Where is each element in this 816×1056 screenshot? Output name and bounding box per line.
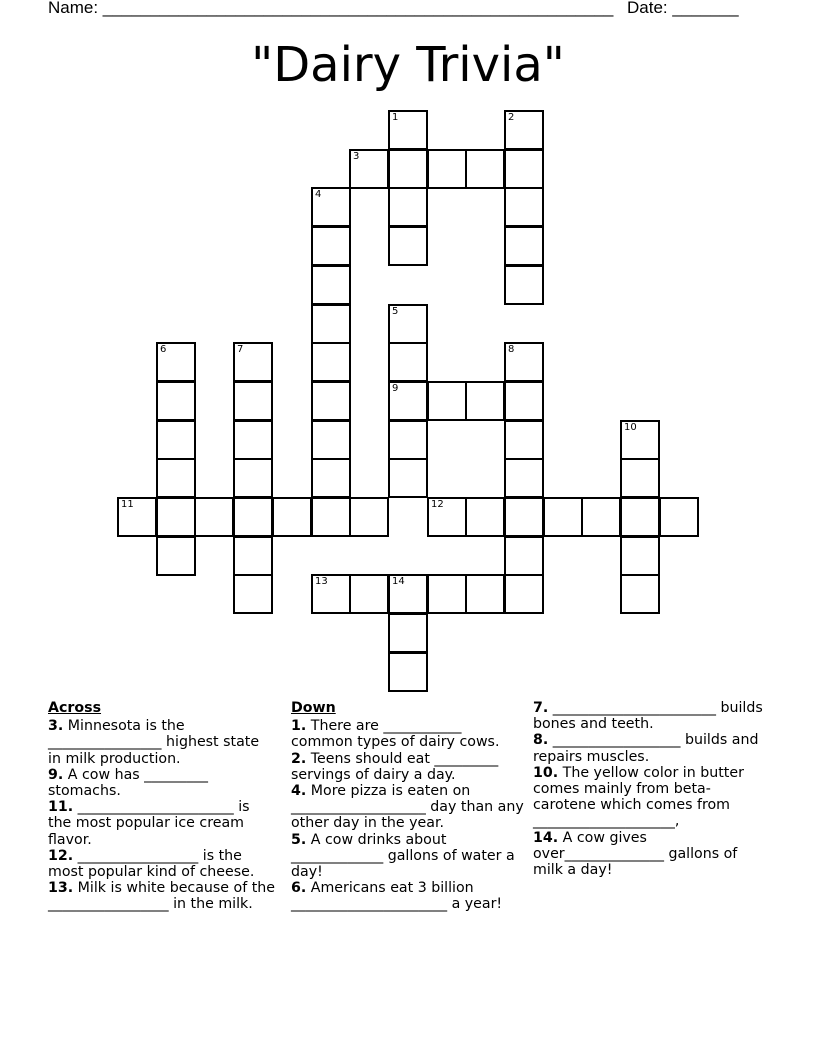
grid-cell[interactable]	[117, 497, 157, 537]
grid-cell[interactable]	[504, 381, 544, 421]
cell-number: 7	[237, 344, 244, 355]
grid-cell[interactable]	[504, 110, 544, 150]
grid-cell[interactable]	[311, 381, 351, 421]
grid-cell[interactable]	[543, 497, 583, 537]
grid-cell[interactable]	[272, 497, 312, 537]
grid-cell[interactable]	[465, 381, 505, 421]
grid-cell[interactable]	[349, 574, 389, 614]
clue-down-8: 8. __________________ builds and repairs muscles.	[533, 732, 759, 765]
grid-cell[interactable]	[156, 497, 196, 537]
grid-cell[interactable]	[311, 420, 351, 460]
grid-cell[interactable]	[504, 458, 544, 498]
down-clues	[291, 700, 525, 913]
grid-cell[interactable]	[388, 342, 428, 382]
cell-number: 14	[392, 576, 405, 587]
clue-down-2: 2. Teens should eat _________ servings of dairy a day.	[291, 750, 499, 783]
grid-cell[interactable]	[465, 497, 505, 537]
clue-across-12: 12. _________________ is the most popular kind of cheese.	[48, 847, 255, 881]
grid-cell[interactable]	[388, 613, 428, 653]
cell-number: 13	[315, 576, 328, 587]
grid-cell[interactable]	[388, 574, 428, 614]
grid-cell[interactable]	[620, 420, 660, 460]
grid-cell[interactable]	[388, 110, 428, 150]
grid-cell[interactable]	[311, 497, 351, 537]
cell-number: 8	[508, 344, 515, 355]
grid-cell[interactable]	[620, 458, 660, 498]
grid-cell[interactable]	[427, 381, 467, 421]
clue-down-1: 1. There are ___________ common types of dairy cows.	[291, 718, 500, 751]
grid-cell[interactable]	[427, 149, 467, 189]
grid-cell[interactable]	[311, 342, 351, 382]
clue-down-14: 14. A cow gives over______________ gallons of milk a day!	[533, 829, 738, 879]
grid-cell[interactable]	[427, 497, 467, 537]
grid-cell[interactable]	[349, 149, 389, 189]
grid-cell[interactable]	[388, 458, 428, 498]
grid-cell[interactable]	[388, 226, 428, 266]
cell-number: 11	[121, 499, 134, 510]
grid-cell[interactable]	[427, 574, 467, 614]
grid-cell[interactable]	[388, 187, 428, 227]
grid-cell[interactable]	[504, 149, 544, 189]
cell-number: 2	[508, 112, 515, 123]
grid-cell[interactable]	[504, 574, 544, 614]
grid-cell[interactable]	[156, 342, 196, 382]
across-heading: Across	[48, 700, 102, 716]
date-line: Date: _______	[627, 0, 739, 17]
grid-cell[interactable]	[311, 226, 351, 266]
grid-cell[interactable]	[620, 574, 660, 614]
grid-cell[interactable]	[233, 536, 273, 576]
grid-cell[interactable]	[233, 381, 273, 421]
clue-across-3: 3. Minnesota is the ________________ highest state in milk production.	[48, 718, 260, 767]
grid-cell[interactable]	[388, 652, 428, 692]
across-clues	[48, 700, 276, 913]
grid-cell[interactable]	[233, 497, 273, 537]
grid-cell[interactable]	[465, 149, 505, 189]
cell-number: 5	[392, 306, 399, 317]
grid-cell[interactable]	[620, 536, 660, 576]
grid-cell[interactable]	[504, 265, 544, 305]
clue-down-4: 4. More pizza is eaten on ___________________ day than any other day in the year.	[291, 783, 524, 832]
cell-number: 10	[624, 422, 637, 433]
down-clues-continued	[533, 700, 763, 878]
grid-cell[interactable]	[311, 265, 351, 305]
grid-cell[interactable]	[581, 497, 621, 537]
grid-cell[interactable]	[311, 458, 351, 498]
grid-cell[interactable]	[465, 574, 505, 614]
grid-cell[interactable]	[156, 458, 196, 498]
name-line: Name: ______________________________________________________	[48, 0, 614, 17]
clue-across-11: 11. ______________________ is the most popular ice cream flavor.	[48, 799, 250, 848]
grid-cell[interactable]	[311, 574, 351, 614]
clue-down-5: 5. A cow drinks about _____________ gallons of water a day!	[291, 831, 515, 881]
puzzle-title: "Dairy Trivia"	[251, 37, 565, 93]
grid-cell[interactable]	[349, 497, 389, 537]
grid-cell[interactable]	[311, 304, 351, 344]
cell-number: 4	[315, 189, 322, 200]
cell-number: 3	[353, 151, 360, 162]
grid-cell[interactable]	[233, 342, 273, 382]
clue-down-10: 10. The yellow color in butter comes mainly from beta-carotene which comes from ____________________,	[533, 764, 744, 830]
grid-cell[interactable]	[659, 497, 699, 537]
grid-cell[interactable]	[504, 226, 544, 266]
grid-cell[interactable]	[504, 536, 544, 576]
grid-cell[interactable]	[156, 536, 196, 576]
grid-cell[interactable]	[311, 187, 351, 227]
grid-cell[interactable]	[504, 497, 544, 537]
clue-across-13: 13. Milk is white because of the _________________ in the milk.	[48, 880, 276, 913]
grid-cell[interactable]	[388, 304, 428, 344]
cell-number: 9	[392, 383, 399, 394]
grid-cell[interactable]	[388, 420, 428, 460]
grid-cell[interactable]	[233, 574, 273, 614]
clue-down-7: 7. _______________________ builds bones and teeth.	[533, 700, 763, 733]
grid-cell[interactable]	[620, 497, 660, 537]
grid-cell[interactable]	[233, 458, 273, 498]
down-heading: Down	[291, 700, 336, 716]
grid-cell[interactable]	[156, 420, 196, 460]
grid-cell[interactable]	[504, 342, 544, 382]
grid-cell[interactable]	[233, 420, 273, 460]
grid-cell[interactable]	[156, 381, 196, 421]
grid-cell[interactable]	[504, 420, 544, 460]
clue-down-6: 6. Americans eat 3 billion ______________________ a year!	[291, 880, 503, 913]
grid-cell[interactable]	[504, 187, 544, 227]
cell-number: 1	[392, 112, 399, 123]
grid-cell[interactable]	[194, 497, 234, 537]
grid-cell[interactable]	[388, 149, 428, 189]
clue-across-9: 9. A cow has _________ stomachs.	[48, 766, 209, 800]
cell-number: 12	[431, 499, 444, 510]
grid-cell[interactable]	[388, 381, 428, 421]
cell-number: 6	[160, 344, 167, 355]
